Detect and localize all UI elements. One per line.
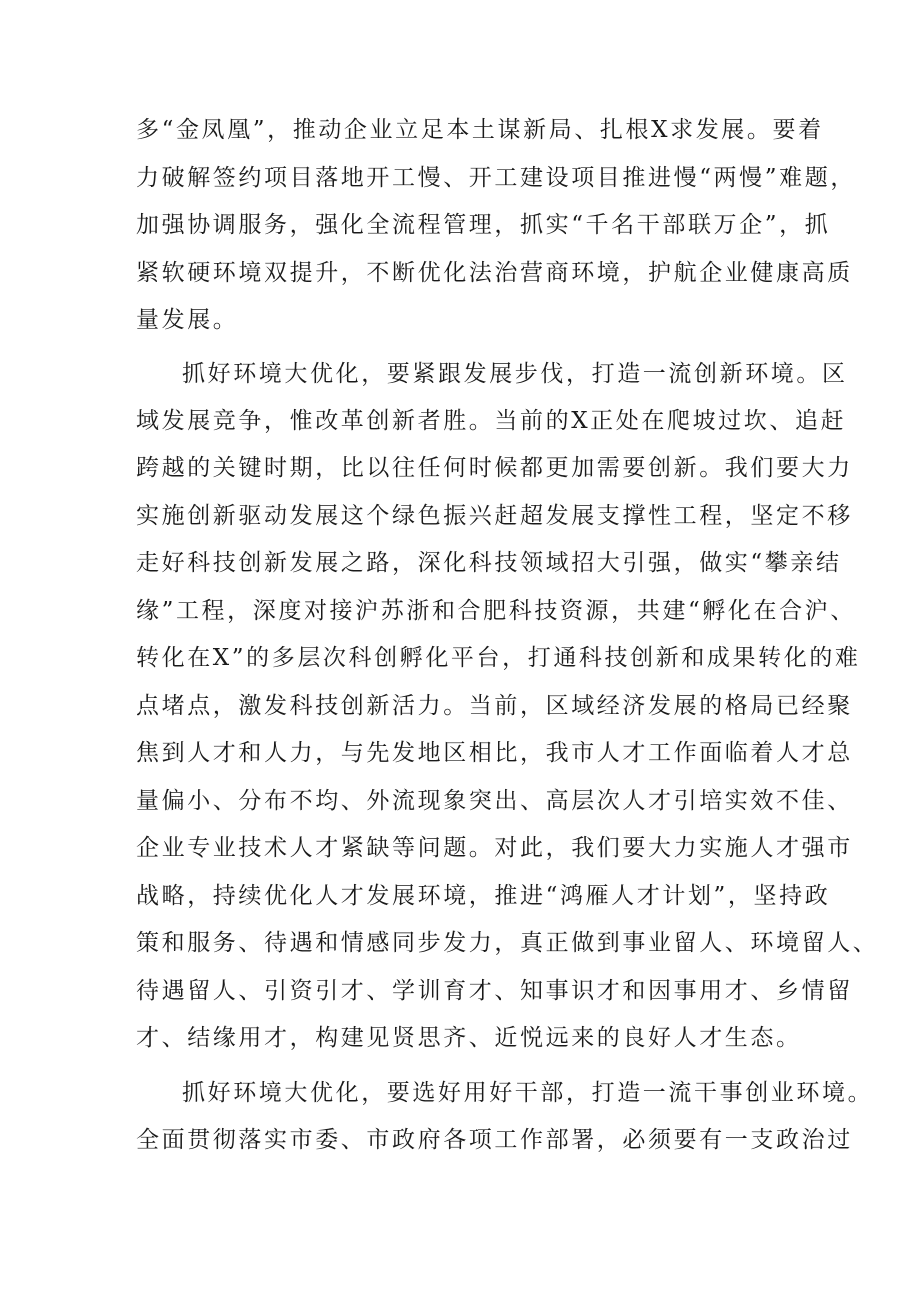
line-text: 才、结缘用才，构建见贤思齐、近悦远来的良好人才生态。	[136, 1025, 802, 1051]
text-line	[0, 446, 920, 490]
text-line	[0, 874, 920, 918]
text-line	[0, 589, 920, 633]
line-text: 抓好环境大优化，要紧跟发展步伐，打造一流创新环境。区	[182, 361, 848, 387]
line-text: 转化在X”的多层次科创孵化平台，打通科技创新和成果转化的难	[136, 645, 861, 671]
line-text: 实施创新驱动发展这个绿色振兴赶超发展支撑性工程，坚定不移	[136, 503, 853, 529]
text-line	[0, 731, 920, 775]
line-text: 量发展。	[136, 307, 239, 333]
line-text: 企业专业技术人才紧缺等问题。对此，我们要大力实施人才强市	[136, 835, 853, 861]
text-line	[0, 251, 920, 295]
line-text: 点堵点，激发科技创新活力。当前，区域经济发展的格局已经聚	[136, 693, 853, 719]
line-text: 走好科技创新发展之路，深化科技领域招大引强，做实“攀亲结	[136, 550, 842, 576]
line-text: 量偏小、分布不均、外流现象突出、高层次人才引培实效不佳、	[136, 788, 853, 814]
text-line	[0, 494, 920, 538]
line-text: 策和服务、待遇和情感同步发力，真正做到事业留人、环境留人、	[136, 930, 879, 956]
text-line	[0, 969, 920, 1013]
text-line	[0, 541, 920, 585]
line-text: 力破解签约项目落地开工慢、开工建设项目推进慢“两慢”难题，	[136, 165, 856, 191]
line-text: 战略，持续优化人才发展环境，推进“鸿雁人才计划”，坚持政	[136, 883, 831, 909]
line-text: 多“金凤凰”，推动企业立足本土谋新局、扎根X求发展。要着	[136, 117, 824, 143]
text-line	[0, 399, 920, 443]
text-line	[0, 779, 920, 823]
text-line	[0, 921, 920, 965]
text-line	[0, 352, 920, 396]
line-text: 全面贯彻落实市委、市政府各项工作部署，必须要有一支政治过	[136, 1127, 853, 1153]
text-line	[0, 298, 920, 342]
text-line	[0, 1071, 920, 1115]
line-text: 抓好环境大优化，要选好用好干部，打造一流干事创业环境。	[182, 1080, 874, 1106]
line-text: 域发展竞争，惟改革创新者胜。当前的X正处在爬坡过坎、追赶	[136, 408, 847, 434]
text-line	[0, 636, 920, 680]
line-text: 加强协调服务，强化全流程管理，抓实“千名干部联万企”，抓	[136, 212, 831, 238]
text-line	[0, 203, 920, 247]
line-text: 焦到人才和人力，与先发地区相比，我市人才工作面临着人才总	[136, 740, 853, 766]
line-text: 跨越的关键时期，比以往任何时候都更加需要创新。我们要大力	[136, 455, 853, 481]
text-line	[0, 1118, 920, 1162]
line-text: 缘”工程，深度对接沪苏浙和合肥科技资源，共建“孵化在合沪、	[136, 598, 856, 624]
text-line	[0, 108, 920, 152]
text-line	[0, 684, 920, 728]
text-line	[0, 1016, 920, 1060]
text-line	[0, 156, 920, 200]
line-text: 待遇留人、引资引才、学训育才、知事识才和因事用才、乡情留	[136, 978, 853, 1004]
line-text: 紧软硬环境双提升，不断优化法治营商环境，护航企业健康高质	[136, 260, 853, 286]
text-line	[0, 826, 920, 870]
